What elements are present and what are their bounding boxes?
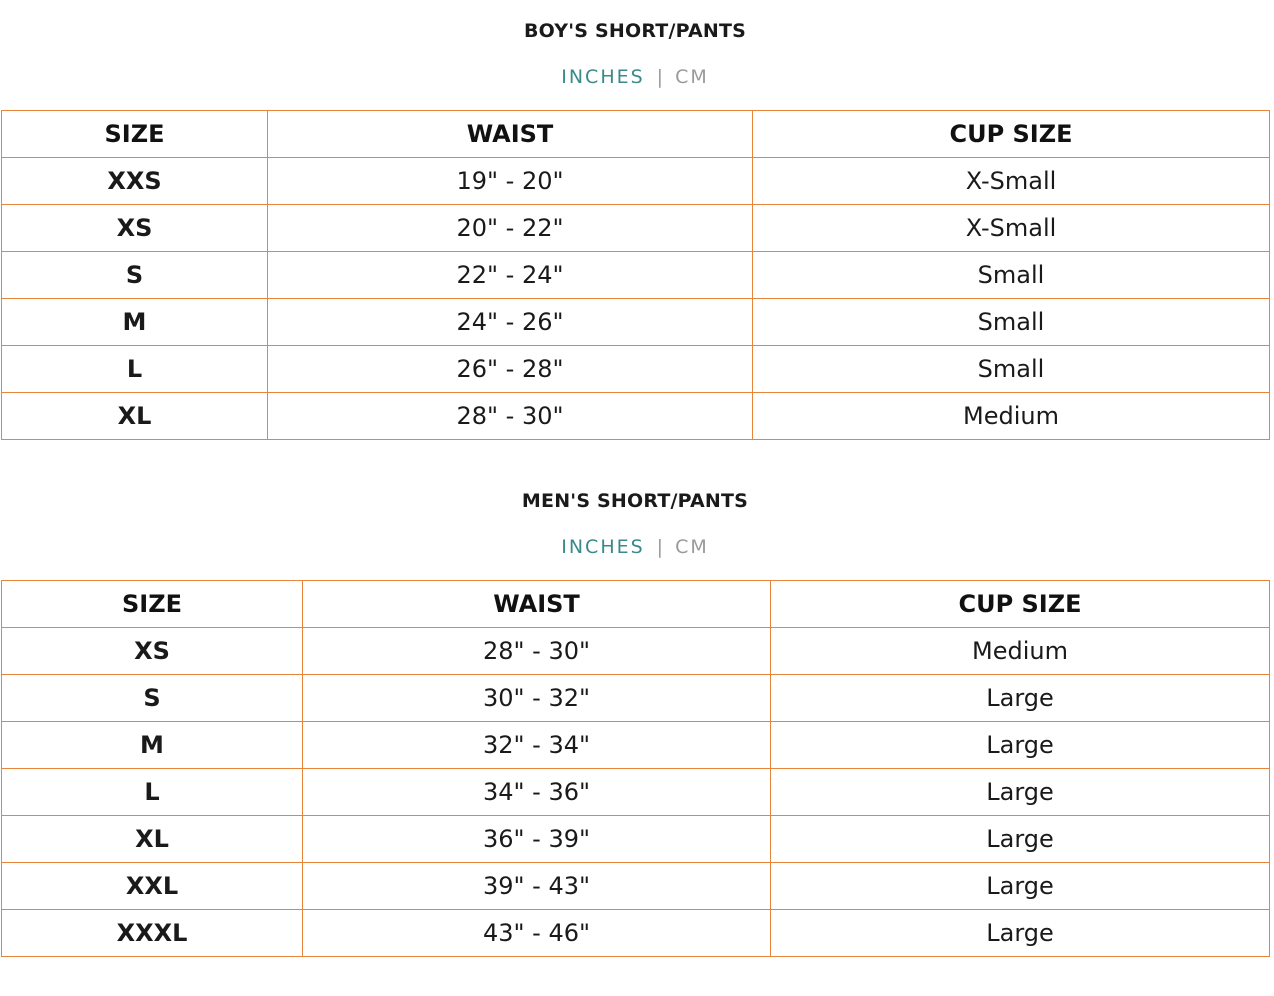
cup-size-cell: Large (771, 769, 1270, 816)
waist-cell: 24" - 26" (268, 299, 753, 346)
mens-inches-tab[interactable]: INCHES (561, 536, 645, 558)
table-row (2, 205, 1270, 252)
table-header-row (2, 111, 1270, 158)
mens-unit-separator: | (656, 536, 664, 558)
waist-cell: 20" - 22" (268, 205, 753, 252)
boys-section-title: BOY'S SHORT/PANTS (523, 20, 747, 42)
waist-cell: 32" - 34" (303, 722, 771, 769)
size-cell: XL (2, 393, 268, 440)
waist-cell: 28" - 30" (303, 628, 771, 675)
size-cell: XXS (2, 158, 268, 205)
table-row (2, 863, 1270, 910)
cup-size-cell: Large (771, 816, 1270, 863)
cup-size-cell: Large (771, 863, 1270, 910)
table-row (2, 346, 1270, 393)
cup-size-cell: X-Small (753, 158, 1270, 205)
mens-size-table (1, 580, 1270, 957)
table-row (2, 299, 1270, 346)
cup-size-cell: Medium (771, 628, 1270, 675)
cup-size-cell: X-Small (753, 205, 1270, 252)
waist-cell: 26" - 28" (268, 346, 753, 393)
mens-unit-toggle (0, 536, 1270, 558)
waist-cell: 30" - 32" (303, 675, 771, 722)
waist-cell: 19" - 20" (268, 158, 753, 205)
size-cell: XXL (2, 863, 303, 910)
cup-size-cell: Large (771, 675, 1270, 722)
waist-cell: 39" - 43" (303, 863, 771, 910)
size-cell: XL (2, 816, 303, 863)
size-cell: S (2, 252, 268, 299)
cup-size-cell: Small (753, 346, 1270, 393)
boys-inches-tab[interactable]: INCHES (561, 66, 645, 88)
size-cell: M (2, 722, 303, 769)
size-cell: M (2, 299, 268, 346)
table-row (2, 816, 1270, 863)
waist-cell: 36" - 39" (303, 816, 771, 863)
header-waist: WAIST (303, 581, 771, 628)
waist-cell: 34" - 36" (303, 769, 771, 816)
waist-cell: 22" - 24" (268, 252, 753, 299)
cup-size-cell: Medium (753, 393, 1270, 440)
size-cell: XS (2, 205, 268, 252)
boys-unit-separator: | (656, 66, 664, 88)
mens-section-title: MEN'S SHORT/PANTS (521, 490, 749, 512)
cup-size-cell: Small (753, 252, 1270, 299)
boys-unit-toggle (0, 66, 1270, 88)
size-cell: L (2, 769, 303, 816)
header-waist: WAIST (268, 111, 753, 158)
cup-size-cell: Large (771, 910, 1270, 957)
boys-cm-tab[interactable]: CM (675, 66, 709, 88)
waist-cell: 28" - 30" (268, 393, 753, 440)
header-size: SIZE (2, 581, 303, 628)
table-row (2, 675, 1270, 722)
table-row (2, 910, 1270, 957)
size-cell: L (2, 346, 268, 393)
table-header-row (2, 581, 1270, 628)
boys-size-table (1, 110, 1270, 440)
table-row (2, 722, 1270, 769)
cup-size-cell: Small (753, 299, 1270, 346)
size-cell: XS (2, 628, 303, 675)
size-cell: S (2, 675, 303, 722)
header-cup-size: CUP SIZE (771, 581, 1270, 628)
cup-size-cell: Large (771, 722, 1270, 769)
mens-cm-tab[interactable]: CM (675, 536, 709, 558)
header-size: SIZE (2, 111, 268, 158)
size-cell: XXXL (2, 910, 303, 957)
table-row (2, 628, 1270, 675)
waist-cell: 43" - 46" (303, 910, 771, 957)
table-row (2, 158, 1270, 205)
table-row (2, 252, 1270, 299)
table-row (2, 769, 1270, 816)
table-row (2, 393, 1270, 440)
header-cup-size: CUP SIZE (753, 111, 1270, 158)
